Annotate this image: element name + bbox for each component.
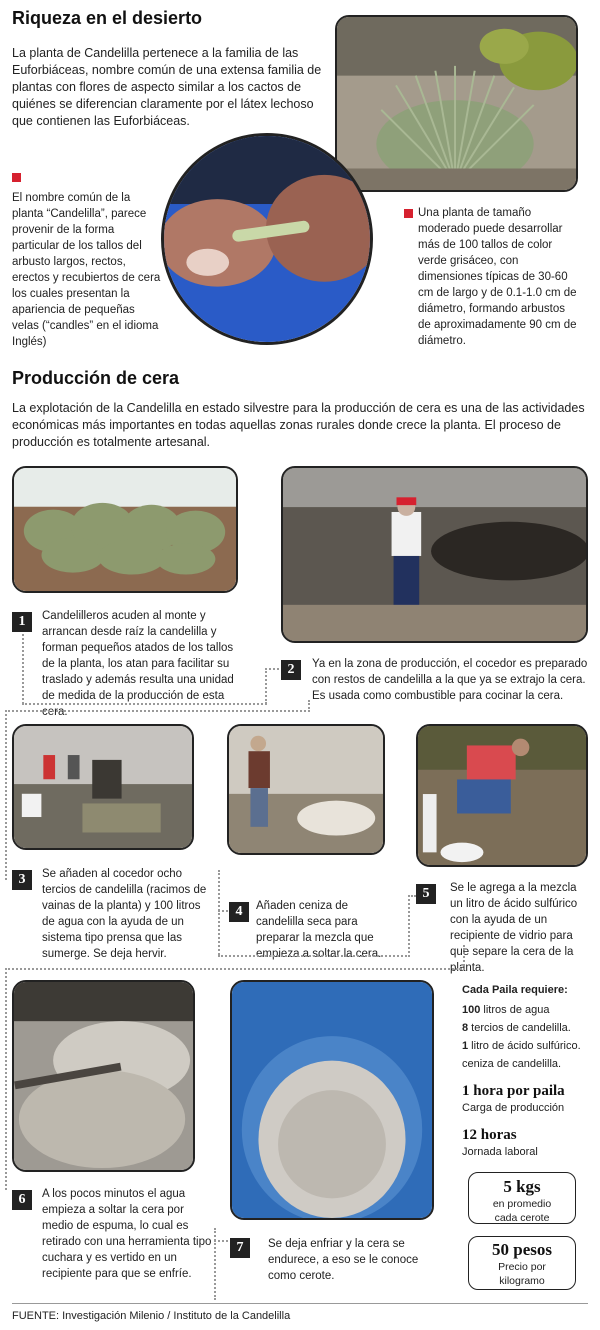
stat-horas-jornada: 12 horas: [462, 1127, 517, 1143]
footer-divider: [12, 1303, 588, 1304]
stat-jornada-label: Jornada laboral: [462, 1146, 538, 1158]
connector-line: [22, 634, 24, 704]
step4-photo: [227, 724, 385, 855]
paila-qty: 8: [462, 1022, 469, 1034]
step3-text: Se añaden al cocedor ocho tercios de candelilla (racimos de vainas de la planta) y 100 litros de agua con la ayuda de un sistema tipo prensa que las sumerge. Se deja hervir.: [42, 868, 207, 960]
paila-desc: tercios de candelilla.: [468, 1022, 571, 1034]
connector-line: [5, 710, 310, 712]
connector-line: [218, 955, 410, 957]
step5-photo: [416, 724, 588, 867]
connector-line: [463, 945, 465, 970]
paila-item-4: [462, 1057, 592, 1071]
step5-text: Se le agrega a la mezcla un litro de ácido sulfúrico con la ayuda de un recipiente de vidrio para que separe la cera de la planta.: [450, 882, 578, 974]
connector-line: [408, 895, 416, 897]
connector-line: [265, 668, 279, 670]
bullet-square: [12, 173, 21, 182]
step2-photo: [281, 466, 588, 643]
step7-text: Se deja enfriar y la cera se endurece, a eso se le conoce como cerote.: [268, 1238, 419, 1282]
section-title-produccion: Producción de cera: [12, 368, 180, 388]
section1-intro: La planta de Candelilla pertenece a la familia de las Euforbiáceas, nombre común de una extensa familia de plantas con flores de aspecto similar a los cactos de quiénes se diferencian claramente por el látex lechoso que contienen las Euforbiáceas.: [12, 46, 322, 128]
bullet-square: [404, 209, 413, 218]
box-pesos: [468, 1236, 576, 1290]
section2-intro: La explotación de la Candelilla en estado silvestre para la producción de cera es una de las actividades económicas más importantes en todas aquellas zonas rurales donde crece la planta. El proceso de producción es totalmente artesanal.: [12, 401, 585, 449]
connector-line: [5, 710, 7, 880]
pesos-value: 50 pesos: [492, 1240, 552, 1259]
step3-number: 3: [12, 870, 32, 890]
pesos-label: Precio por kilogramo: [498, 1261, 546, 1287]
step6-photo: [12, 980, 195, 1172]
connector-line: [214, 1240, 228, 1242]
paila-qty: 100: [462, 1004, 481, 1016]
step1-text: Candelilleros acuden al monte y arrancan desde raíz la candelilla y forman pequeños atados de los tallos de la planta, los atan para facilitar su traslado y además resulta una unidad de medida de la producción de esta cera.: [42, 610, 234, 718]
stem-closeup-photo: [161, 133, 373, 345]
step6-text: A los pocos minutos el agua empieza a soltar la cera por medio de espuma, lo cual es retirado con una herramienta tipo cuchara y es vertido en un recipiente para que se enfríe.: [42, 1188, 212, 1280]
kgs-label: en promedio cada cerote: [492, 1198, 552, 1224]
kgs-value: 5 kgs: [503, 1177, 541, 1196]
stat-hora-paila: 1 hora por paila: [462, 1083, 565, 1099]
paila-item-3: [462, 1039, 592, 1053]
paila-desc: litros de agua: [480, 1004, 550, 1016]
section-title-desierto: Riqueza en el desierto: [12, 8, 203, 28]
connector-line: [308, 700, 310, 712]
connector-line: [5, 968, 7, 1190]
step1-photo: [12, 466, 238, 593]
connector-line: [22, 703, 267, 705]
connector-line: [408, 895, 410, 957]
step1-number: 1: [12, 612, 32, 632]
step7-number: 7: [230, 1238, 250, 1258]
paila-item-2: [462, 1021, 592, 1035]
step2-number: 2: [281, 660, 301, 680]
step4-number: 4: [229, 902, 249, 922]
connector-line: [265, 668, 267, 704]
paila-title: Cada Paila requiere:: [462, 984, 568, 996]
stat-hora-label: Carga de producción: [462, 1102, 565, 1114]
source-footer: FUENTE: Investigación Milenio / Instituto de la Candelilla: [12, 1310, 291, 1322]
step2-text: Ya en la zona de producción, el cocedor es preparado con restos de candelilla a la que ya se extrajo la cera. Es usada como combustible para cocinar la cera.: [312, 658, 588, 702]
paila-qty: 1: [462, 1040, 469, 1052]
step6-number: 6: [12, 1190, 32, 1210]
step7-photo: [230, 980, 434, 1220]
box-kgs: [468, 1172, 576, 1224]
paila-item-1: [462, 1003, 592, 1017]
step5-number: 5: [416, 884, 436, 904]
plant-size-note: Una planta de tamaño moderado puede desarrollar más de 100 tallos de color verde grisáceo, con dimensiones típicas de 30-60 cm de largo y de 0.1-1.0 cm de diámetro, formando arbustos de aproximadamente 90 cm de diámetro.: [418, 207, 577, 347]
connector-line: [5, 968, 465, 970]
candelilla-name-note: El nombre común de la planta “Candelilla”, parece provenir de la forma particular de los tallos del arbusto largos, rectos, erectos y recubiertos de cera los cuales presentan la apariencia de pequeñas velas (“candles” en el idioma Inglés): [12, 192, 161, 348]
paila-desc: litro de ácido sulfúrico.: [468, 1040, 581, 1052]
connector-line: [218, 910, 228, 912]
connector-line: [218, 870, 220, 955]
step3-photo: [12, 724, 194, 850]
step4-text: Añaden ceniza de candelilla seca para preparar la mezcla que empieza a soltar la cera.: [256, 900, 382, 960]
candelilla-plant-photo: [335, 15, 578, 192]
paila-desc: ceniza de candelilla.: [462, 1058, 562, 1070]
connector-line: [214, 1228, 216, 1300]
